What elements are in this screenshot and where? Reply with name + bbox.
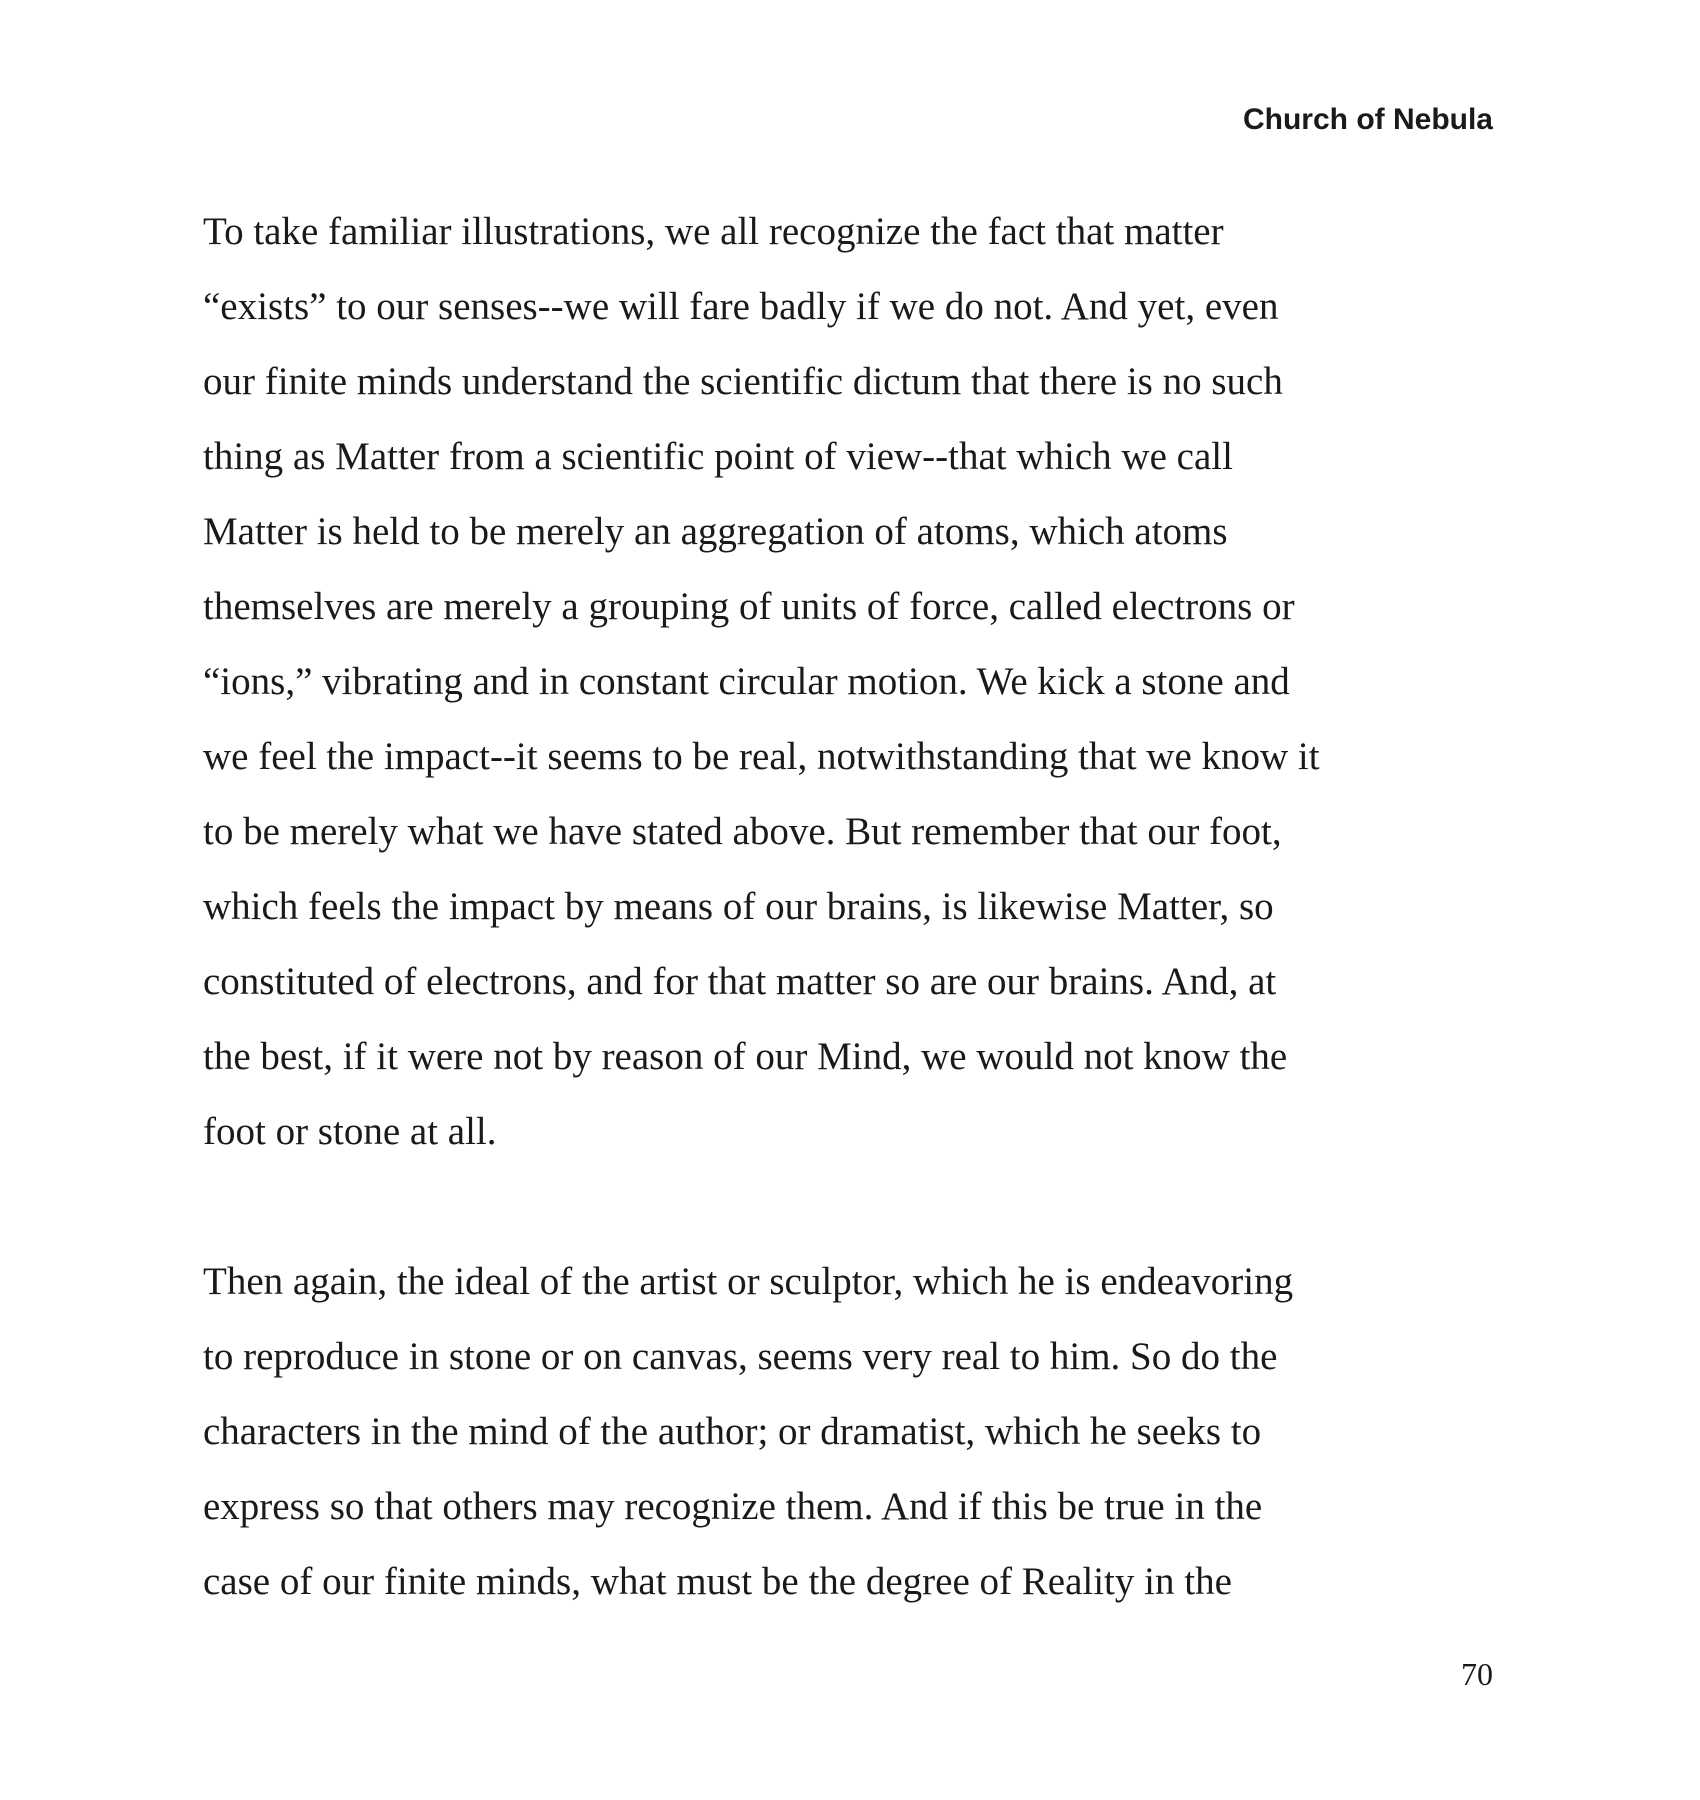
text-line: To take familiar illustrations, we all recognize the fact that matter xyxy=(203,210,1224,253)
page-number: 70 xyxy=(1461,1656,1493,1692)
text-line: foot or stone at all. xyxy=(203,1110,497,1153)
text-line: the best, if it were not by reason of our Mind, we would not know the xyxy=(203,1035,1288,1078)
text-line: we feel the impact--it seems to be real, notwithstanding that we know it xyxy=(203,735,1320,778)
text-line: “ions,” vibrating and in constant circular motion. We kick a stone and xyxy=(203,660,1290,703)
text-line: Matter is held to be merely an aggregation of atoms, which atoms xyxy=(203,510,1228,553)
text-line: our finite minds understand the scientific dictum that there is no such xyxy=(203,360,1283,403)
text-line: themselves are merely a grouping of units of force, called electrons or xyxy=(203,585,1295,628)
text-line: express so that others may recognize them. And if this be true in the xyxy=(203,1485,1263,1528)
text-line: characters in the mind of the author; or dramatist, which he seeks to xyxy=(203,1410,1262,1453)
text-line: constituted of electrons, and for that matter so are our brains. And, at xyxy=(203,960,1277,1003)
text-line: to be merely what we have stated above. But remember that our foot, xyxy=(203,810,1282,853)
text-line: Then again, the ideal of the artist or sculptor, which he is endeavoring xyxy=(203,1260,1294,1303)
text-line: to reproduce in stone or on canvas, seems very real to him. So do the xyxy=(203,1335,1278,1378)
text-line: “exists” to our senses--we will fare badly if we do not. And yet, even xyxy=(203,285,1279,328)
text-line: case of our finite minds, what must be the degree of Reality in the xyxy=(203,1560,1232,1603)
text-line: thing as Matter from a scientific point of view--that which we call xyxy=(203,435,1233,478)
paragraph-spacer xyxy=(203,1169,1493,1244)
paragraph-2 xyxy=(203,1244,1493,1619)
paragraph-1 xyxy=(203,194,1493,1169)
body-text xyxy=(203,194,1493,1619)
text-line: which feels the impact by means of our brains, is likewise Matter, so xyxy=(203,885,1274,928)
running-header: Church of Nebula xyxy=(1242,103,1493,136)
